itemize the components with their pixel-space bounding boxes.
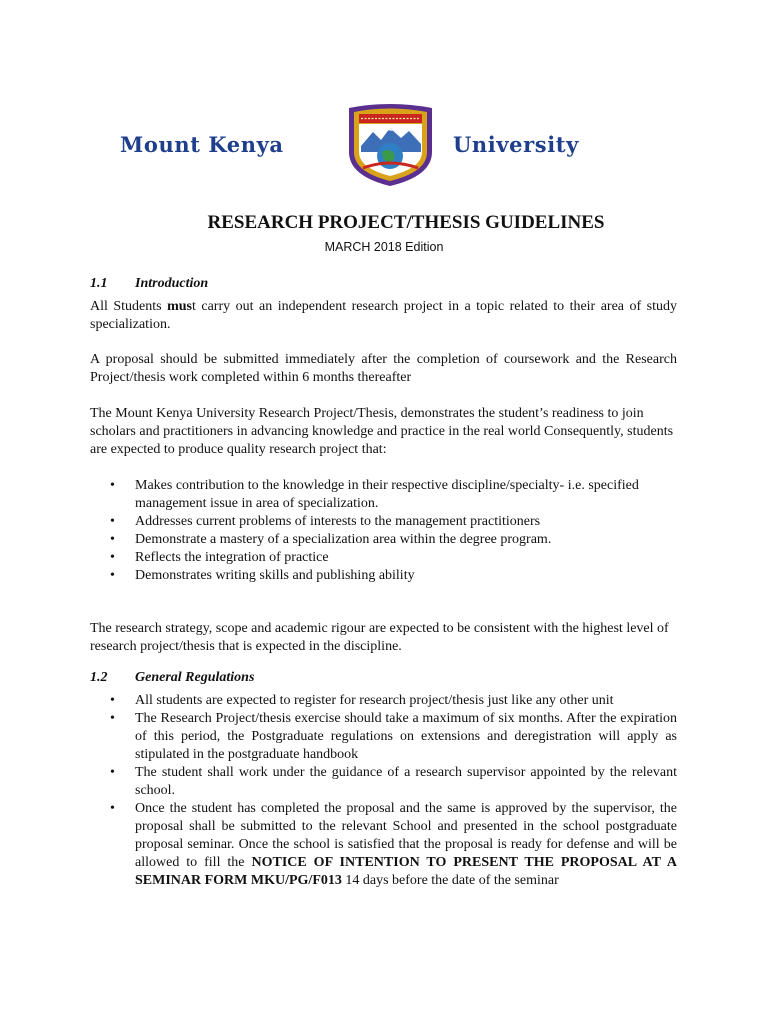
list-item: • Demonstrate a mastery of a specialization area within the degree program. <box>90 531 677 549</box>
list-item: • Reflects the integration of practice <box>90 549 677 567</box>
list-item <box>90 800 677 890</box>
outcomes-list <box>90 477 677 585</box>
list-item: • Demonstrates writing skills and publishing ability <box>90 567 677 585</box>
text-run: 14 days before the date of the seminar <box>341 873 559 888</box>
section-heading-introduction <box>90 276 208 292</box>
bold-text-run: NOTICE OF INTENTION TO PRESENT THE PROPOSAL AT A SEMINAR FORM MKU/PG/F013 <box>135 855 677 888</box>
paragraph-research-strategy: The research strategy, scope and academic rigour are expected to be consistent with the highest level of research project/thesis that is expected in the discipline. <box>90 621 669 654</box>
section-heading-general-regulations <box>90 670 254 686</box>
document-title: RESEARCH PROJECT/THESIS GUIDELINES <box>207 212 605 233</box>
logo-text-left: Mount Kenya <box>120 132 284 157</box>
list-item: • Addresses current problems of interests to the management practitioners <box>90 513 677 531</box>
paragraph-proposal: A proposal should be submitted immediately after the completion of coursework and the Research Project/thesis work completed within 6 months thereafter <box>90 352 677 385</box>
text-run: t carry out an independent research project in a topic related to their area of study specialization. <box>90 299 677 332</box>
list-item: • The Research Project/thesis exercise should take a maximum of six months. After the expiration of this period, the Postgraduate regulations on extensions and deregistration will apply as stipulated in the postgraduate handbook <box>90 710 677 764</box>
crest-icon <box>343 102 438 188</box>
section-title: Introduction <box>135 276 209 291</box>
list-item: • The student shall work under the guidance of a research supervisor appointed by the relevant school. <box>90 764 677 800</box>
paragraph-readiness: The Mount Kenya University Research Project/Thesis, demonstrates the student’s readiness to join scholars and practitioners in advancing knowledge and practice in the real world Consequently, students are expected to produce quality research project that: <box>90 406 674 457</box>
edition-label: MARCH 2018 Edition <box>324 240 444 254</box>
section-title: General Regulations <box>135 670 255 685</box>
university-logo <box>120 102 610 188</box>
logo-text-right: University <box>453 132 579 157</box>
section-number: 1.2 <box>90 670 108 685</box>
text-run: All Students <box>90 299 168 314</box>
bold-text-run: mus <box>167 299 192 314</box>
list-item: • Makes contribution to the knowledge in their respective discipline/specialty- i.e. specified management issue in area of specialization. <box>90 477 677 513</box>
text-run: Once the student has completed the proposal and the same is approved by the supervisor, the proposal shall be submitted to the relevant School and presented in the school postgraduate proposal seminar. Once the school is satisfied that the proposal is ready for defense and will be allowed to fill the <box>135 801 677 870</box>
list-item: • All students are expected to register for research project/thesis just like any other unit <box>90 692 677 710</box>
regulations-list <box>90 692 677 890</box>
section-number: 1.1 <box>90 276 108 291</box>
paragraph-students <box>90 298 677 334</box>
